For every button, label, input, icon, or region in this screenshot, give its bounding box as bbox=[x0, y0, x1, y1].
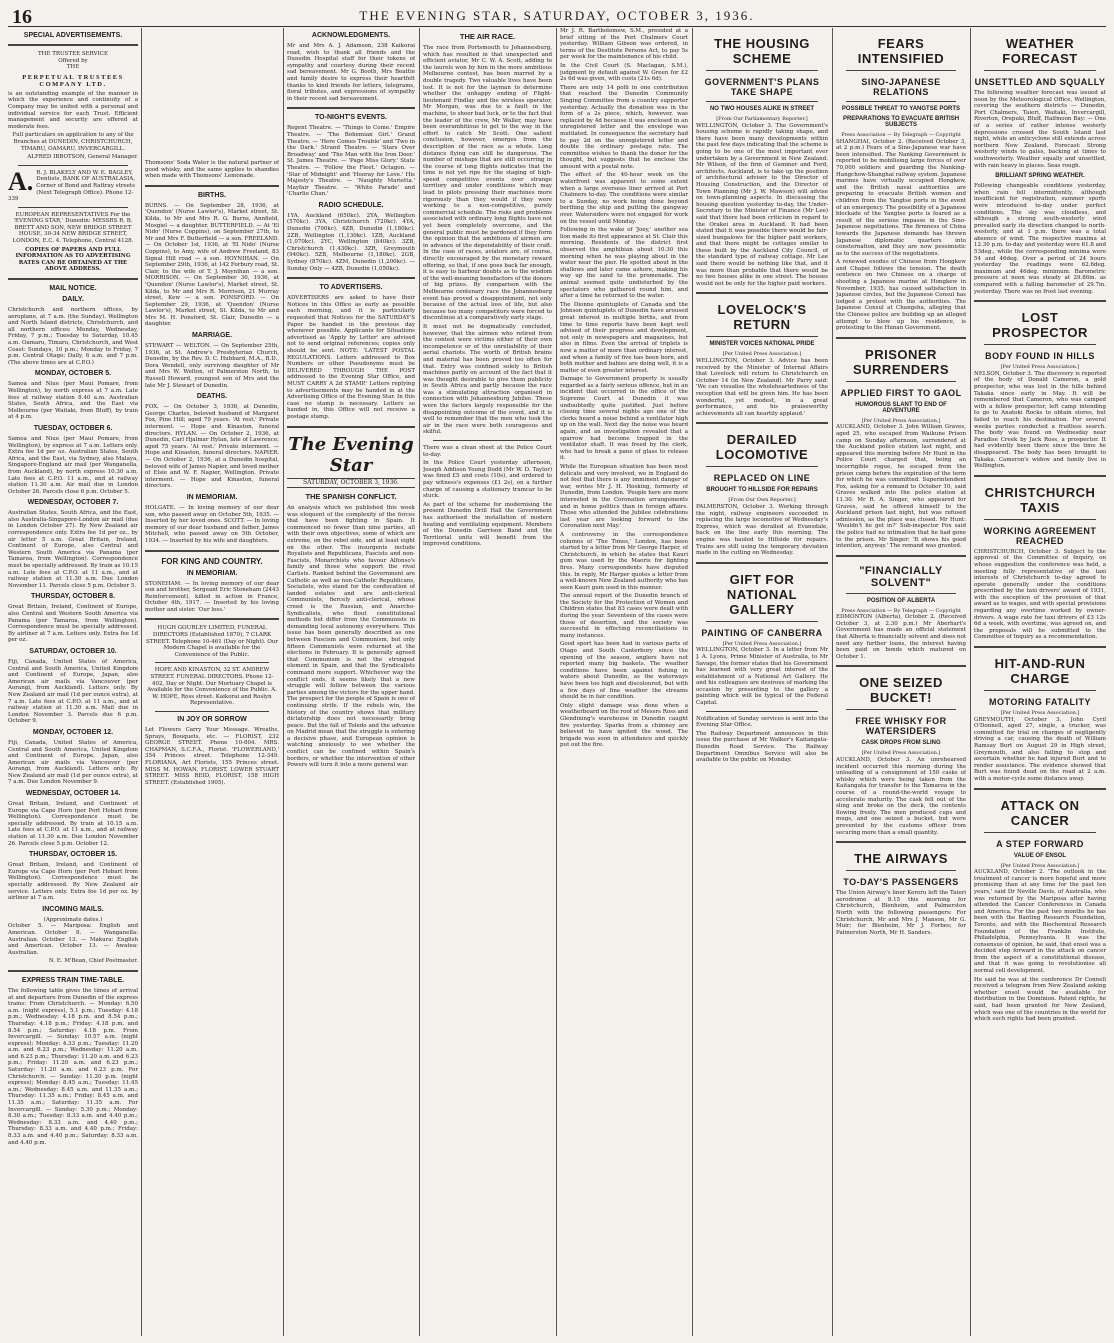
ad-line: THE TRUSTEE SERVICE bbox=[38, 51, 108, 57]
rule bbox=[706, 336, 818, 337]
dateline-source: [Per United Press Association.] bbox=[1000, 364, 1080, 371]
subheading: INCOMING MAILS. bbox=[42, 905, 104, 913]
trustee-company-name: PERPETUAL TRUSTEES COMPANY LTD. bbox=[22, 73, 124, 88]
rule bbox=[984, 519, 1096, 520]
ad-text: R. J. BLAKELY AND W. E. BAGLEY, Dentists, BANK OF AUSTRALASIA, Corner of Bond and Rattray streets (Next Telegraph Office). Phone 12-339 bbox=[8, 169, 136, 203]
ad-text: EUROPEAN REPRESENTATIVES For the 'EVENING STAR,' Dunedin: MESSRS R. B. BRETT AND SON, NEW BRIDGE STREET HOUSE, 30-34 NEW BRIDGE STREET, LONDON, E.C. 4. Telephone, Central 4128. bbox=[12, 211, 134, 245]
subheadline: VALUE OF ENSOL bbox=[1013, 852, 1067, 859]
rule bbox=[8, 970, 138, 972]
article-text: Following changeable conditions yesterday, when rain fell intermittently, although insufficient for registration, summer sports were introduced to-day under perfect conditions. The sky was cloudless, and although a strong south-westerly wind prevailed early its direction changed to north-westerly, and at 1 p.m. there was a total absence of wind. The respective maxima at 12.30 p.m. to-day and yesterday were 61.8 and 53deg., while the corresponding minima were 54 and 46deg. Over a period of 24 hours yesterday the readings were 62.6deg. maximum and 46deg. minimum. Barometric pressure at noon was steady at 29.86in. as compared with a falling barometer of 29.7in. yesterday. There was no frost last evening. bbox=[974, 183, 1106, 295]
dateline-source: [From Our Own Reporter.] bbox=[728, 497, 796, 504]
article-text: CHRISTCHURCH, October 3. Subject to the approval of the Committee of Inquiry, on whose suggestion the conference was held, a meeting fully representative of the taxi interests of Christchurch to-day agreed to operate generally under the conditions prescribed by the taxi drivers' award of 1931, with the exception of the provision of that award as to wages, and with special provisions regarding any overtime worked by owner-drivers. A wage rate for taxi drivers of £3 12s 6d a week, with overtime, was agreed on, and the proposals will be submitted to the Committee of Inquiry as a recommendation. bbox=[974, 548, 1106, 641]
ad-line: THE bbox=[66, 64, 80, 71]
editorial-text: The race from Portsmouth to Johannesburg, which has resulted in that unexpected and efficient aviator, Mr C. W. A. Scott, adding to the laurels won by him in the more ambitious Melbourne contest, has been marred by a double tragedy. Two valuable lives have been lost. It is not for the layman to determine whether the unhappy ending of Flight-lieutenant Findlay and the wireless operator, Mr Morgan, was due to a fault in the machine, to sheer bad luck, or to the fact that the leader of the crew, Mr Waller, may have been overambitious to get to the way in the effort to catch Mr Scott. One salient conclusion, however, emerges from the description of the race as a whole. Long distance flying can still be dangerous. The number of mishaps that are still occurring in the course of long flights indicates that the time is not yet ripe for the staging of high-speed competitive events over strange territory and under conditions which may lead to pilots pressing their machines more rigorously than they would if they were working to a non-competitive, purely commercial schedule. The risks and problems associated with ordinary long flights have not yet been completely overcome, and the general public must be pardoned if they form the opinion that the ambitions of airmen are in advance of the dependability of their craft. In the case of races, aviators are, of course, directly encouraged by the monetary reward offering, so that, if one goes back far enough, it is easy to harbour doubts as to the wisdom of the well-meaning benefactors of the donors of big prizes. By comparison with the Melbourne centenary race the Johannesburg event has proved a disappointment, not only because of the actual loss of life, but also because too many competitors were forced to discontinue at a comparatively early stage. bbox=[423, 45, 552, 322]
article-text: SHANGHAI, October 2. (Received October 3, at 2 p.m.) Fears of a Sino-Japanese war have been intensified. The Nanking Government is reported to be mobilising large forces of over 70,000 soldiers and guarding the Nanking-Hangchow-Shanghai railway system. Japanese marines have virtually occupied Hongkew, and the British naval authorities are preparing to evacuate British women and children from the Yangtse ports in the event of an emergency. The possibility of a Japanese blockade of the Yangtse ports is feared as a result of the serious impasse in the Sino-Japanese negotiations. The firmness of China towards the Japanese demands has thrown Japanese diplomatic quarters into consternation, and they are now pessimistic as to the success of the negotiations. bbox=[836, 138, 966, 257]
subheading: THURSDAY, OCTOBER 8. bbox=[30, 593, 116, 601]
subheadline: PREPARATIONS TO EVACUATE BRITISH SUBJECTS bbox=[842, 116, 960, 128]
headline: THE AIRWAYS bbox=[854, 851, 948, 867]
headline: LOST PROSPECTOR bbox=[992, 310, 1088, 341]
section-heading: MAIL NOTICE. bbox=[49, 285, 97, 293]
article-text: Australian States, South Africa, and the East, also Australia-Singapore-London air mail (due in London October 27). By New Zealand air correspondence only. Extra fee 1d per oz., by air letter 5 a.m. Great Britain, Ireland, Continent of Europe, also Central and Western South America via Panama (per Tamaroa, from Wellington). Correspondence must be specially addressed. By train as 10.15 a.m. Late fees at C.P.O. at 11 a.m., and at railway station at 11.30 a.m. Due London November 11. Parcels close 5 p.m. October 5. bbox=[8, 510, 138, 589]
rule bbox=[836, 665, 966, 667]
article-text: Samoa and Niue (per Maui Pomare, from Wellington), by express at 7 a.m. Letters only. Extra fee 1d per oz. Australian States, South Africa, and the East, via Sydney, also Malaya, Singapore-England air mail (per Wanganella, from Auckland), by north express 10.30 a.m. Late fees at C.P.O. 11 a.m., and at railway station 11.30 a.m. Air mail due in London October 26. Parcels close 6 p.m. October 5. bbox=[8, 435, 138, 495]
section-heading: FOR KING AND COUNTRY. bbox=[161, 556, 263, 566]
ad-text: Full particulars on application to any of the Branches at DUNEDIN, CHRISTCHURCH, TIMARU, OAMARU, INVERCARGILL. bbox=[12, 132, 134, 152]
rule bbox=[287, 426, 415, 428]
news-item: Mr J. R. Bartholomew, S.M., presided at a brief sitting of the Port Chalmers Court yesterday. William Gibson was ordered, in terms of the Destitute Persons Act, to pay 5s per week for the maintenance of his child. bbox=[560, 28, 688, 61]
news-item: Following in the wake of 'Joey,' another sea lion made its first appearance at St. Clair this morning. Residents of the district first observed the amphibian about 10.30 this morning when he was playing about in the water near the pier. He spotted about in the shallows and later came ashore, making his way up the sand to the promenade. The animal seemed quite undisturbed by the spectators who gathered round him, and after a time he returned to the water. bbox=[560, 227, 688, 300]
subheadline: MINISTER VOICES NATIONAL PRIDE bbox=[709, 341, 815, 348]
dentist-ad bbox=[8, 170, 138, 203]
subheadline: GOVERNMENT'S PLANS TAKE SHAPE bbox=[704, 77, 820, 97]
headline: WEATHER FORECAST bbox=[1002, 36, 1078, 66]
news-item: The effect of the 40-hour week on the waterfront was apparent to some extent when a large overseas liner arrived at Port Chalmers to-day. The conditions were similar to a Sunday, no work being done beyond berthing the ship and putting the gangway over. Watersiders were not engaged for work on the vessel until Monday. bbox=[560, 172, 688, 225]
ad-text: COPIES OF PAPERS AND FULL INFORMATION AS TO ADVERTISING RATES CAN BE OBTAINED AT THE ABOVE ADDRESS. bbox=[15, 246, 131, 273]
editorial-text: It must not be dogmatically concluded, however, that the airmen who retired from the contest were victims either of their own incompetence or of the unreliability of their aerial chariots. The worth of British brains and material has been proved too often for that. Entry was confined solely to British machines partly on account of the fact that it was thought desirable to give them publicity in South Africa and partly because the race was a stimulating attraction organised in connection with Johannesburg Jubilee. These were the factors largely responsible for the disappointing outcome of the event, and it is well to remember that the men who took the air in the race were both courageous and skilful. bbox=[423, 323, 552, 436]
subheadline: UNSETTLED AND SQUALLY bbox=[974, 77, 1106, 87]
article-text: Great Britain, Ireland, and Continent of Europe via Cape Horn (per Port Hobart from Wellington). Correspondence must be specially addressed. By New Zealand air service. Letters only. Extra fee 1d per oz. by airliner at 7 a.m. bbox=[8, 862, 138, 902]
article-text: Fiji, Canada, United States of America, Central and South America, United Kingdom and Continent of Europe, Japan, also American air mails via Vancouver (per Aorangi, from Auckland). Letters only. By New Zealand air mail (1d per ounce extra), at 7 a.m. Due London November 9. bbox=[8, 739, 138, 786]
section-heading: RADIO SCHEDULE. bbox=[318, 201, 384, 209]
rule bbox=[846, 70, 956, 71]
dateline-source: Press Association — By Telegraph — Copyright bbox=[841, 607, 961, 614]
article-text: PALMERSTON, October 3. Working through the night, railway engineers succeeded in replacing the large locomotive of Wednesday's Express, which was derailed at Evansdale, back on the line early this morning. The engine was hauled to Hillside for repairs. Trains are still using the temporary deviation made in the cutting on Wednesday. bbox=[696, 503, 828, 557]
subheading: IN MEMORIAM. bbox=[186, 569, 238, 577]
subheadline: TO-DAY'S PASSENGERS bbox=[843, 877, 959, 888]
subheadline: BRILLIANT SPRING WEATHER. bbox=[995, 173, 1085, 180]
article-text: AUCKLAND, October 3. John William Graves, aged 25, who escaped from Waikune Prison camp on Sunday afternoon, surrendered at the Auckland police station last night, and appeared this morning before Mr Hunt in the Police Court charged that, being an incorrigible rogue, he escaped from the prison camp before the expiration of the term for which he was committed. Superintendent Fox, asking for a remand to October 10, said Graves walked into the police station at 11.30. Mr R. A. Singer, who appeared for Graves, said he offered himself to the Auckland prison last night, but was refused admission, as the place was closed. Mr Hunt: 'Wouldn't he get in?' Sub-inspector Fox said the police had no intimation that he had gone to the prison. Mr Singer: 'It shows his good intention, anyway.' The remand was granted. bbox=[836, 424, 966, 550]
rule bbox=[984, 344, 1096, 345]
subheading: MONDAY, OCTOBER 12. bbox=[32, 728, 114, 736]
article-text: The following table gives the times of arrival at and departure from Dunedin of the express trains: From Christchurch. — Monday: 6.50 a.m. (night express), 5.1 p.m.; Tuesday: 4.18 p.m.; Wednesday: 4.18 p.m. and 8.54 p.m.; Thursday: 4.18 p.m.; Friday: 4.18 p.m. and 8.54 p.m.; Saturday: 4.18 p.m. From Invercargill. — Sunday: 10.57 a.m. (night express); Monday: 4.33 p.m.; Tuesday: 11.20 a.m. and 6.23 p.m.; Wednesday: 11.20 a.m. and 6.23 p.m.; Thursday: 11.20 a.m. and 6.23 p.m.; Friday: 11.20 a.m. and 6.23 p.m.; Saturday: 11.20 a.m. and 6.23 p.m. For Christchurch. — Sunday: 11.20 p.m. (night express); Monday: 8.45 a.m.; Tuesday: 11.45 a.m.; Wednesday: 8.45 a.m. and 11.35 a.m.; Thursday: 11.35 a.m.; Friday: 8.45 a.m. and 11.35 a.m.; Saturday: 11.35 a.m. For Invercargill. — Sunday: 5.30 p.m.; Monday: 8.30 a.m.; Tuesday: 8.33 a.m. and 4.40 p.m.; Wednesday: 8.33 a.m. and 4.40 p.m.; Thursday: 8.33 a.m. and 4.40 p.m.; Friday: 8.33 a.m. and 4.40 p.m.; Saturday: 8.33 a.m. and 4.40 p.m. bbox=[8, 987, 138, 1146]
section-heading: MARRIAGE. bbox=[191, 332, 233, 340]
section-heading: TO-NIGHT'S EVENTS. bbox=[315, 114, 387, 122]
subheading: SATURDAY, OCTOBER 10. bbox=[29, 647, 117, 655]
rule bbox=[846, 101, 956, 102]
rule bbox=[706, 101, 818, 102]
news-item: Damage to Government property is usually regarded as a fairly serious offence, but in an incident that occurred in the office of the Supreme Court at Dunedin it was undoubtedly quite justified. Just before closing time several nights ago one of the clerks heard a noise behind a ventilator high up on the wall. Next day the noise was heard again, and an investigation revealed that a sparrow had become trapped in the ventilator shaft. It was freed by the clerk, who had to break a pane of glass to release it. bbox=[560, 376, 688, 462]
headline: CHRISTCHURCH TAXIS bbox=[984, 484, 1096, 515]
column-4 bbox=[423, 28, 552, 1338]
subheadline: CASK DROPS FROM SLING bbox=[861, 740, 941, 747]
subheading: TUESDAY, OCTOBER 6. bbox=[33, 424, 113, 432]
column-5 bbox=[560, 28, 688, 1338]
rule bbox=[846, 381, 956, 382]
rule bbox=[984, 70, 1096, 71]
subheading: WEDNESDAY, OCTOBER 14. bbox=[25, 790, 121, 798]
headline: ONE SEIZED BUCKET! bbox=[859, 675, 943, 706]
column-7 bbox=[836, 28, 966, 1338]
rule bbox=[706, 711, 818, 712]
subheadline: MOTORING FATALITY bbox=[989, 697, 1091, 708]
rule bbox=[18, 165, 128, 166]
florist-ad: Let Flowers Carry Your Message. Wreaths, Sprays, Bouquets, etc. — FLORIST, 232 GEORGE STREET. Phone 10-804. MRS. CHAPMAN, S.C.F.A., Florist. 'FLOWERLAND,' 354 Princes street. Telephone 12-349. FLORIANA, Art Florists, 155 Princes street. MISS M. HOWAN, FLORIST, LOWER STUART STREET. MISS REID, FLORIST, 158 HIGH STREET. (Established 1905). bbox=[145, 727, 279, 786]
rule bbox=[974, 300, 1106, 302]
section-heading: BIRTHS. bbox=[198, 191, 226, 199]
column-3 bbox=[287, 28, 415, 1338]
ad-blank-area bbox=[145, 28, 279, 160]
rule bbox=[846, 870, 956, 871]
article-text: EDMONTON (Alberta), October 2. (Received October 3, at 2.30 p.m.) Mr Aberhart's Government has made an official statement that Alberta is financially solvent and does not need any further loans, the interest having been paid on bonds which matured on October 1. bbox=[836, 614, 966, 660]
editorial-text: An analysis which we published this week was eloquent of the complexity of the forces that have been fighting in Spain. It commenced no fewer than nine parties, all with their own objectives, some of which are extreme, on the rebel side, and at least eight on the other. The insurgents include Royalists and Republicans, Fascists and non-Fascists, Monarchists who favour Alfonso's family and those who support the rival Carlists. Ranked behind the Government are Catholic as well as non-Catholic Republicans, Socialists, who stand for the confiscation of landed estates and are anti-clerical Communists, fiercely anti-clerical, whose creed is the Russian, and Anarcho-Syndicalists, who flout constitutional methods but differ from the Communists in demanding local autonomy everywhere. This issue has been generally described as one between Fascism and Communism, but only fifteen Communists were returned at the elections in February. It is generally agreed that Communism is not the strongest element in Spain, and that the Syndicalists command more support. Whichever way the conflict ends, it seems likely that a new struggle will follow between the various parties among the victors for the upper hand. The prospect for the people of Spain is one of continuing strife. If the rebels win, the history of the country shows that military dictatorship does not necessarily bring peace. But the fall of Toledo and the advance on Madrid mean that the struggle is entering a decisive phase, and European opinion is watching anxiously to see whether the conflict can be confined within Spain's borders, or whether the intervention of other Powers will turn it into a more general war. bbox=[287, 505, 415, 769]
column-divider bbox=[556, 28, 557, 1336]
subheadline: POSITION OF ALBERTA bbox=[866, 597, 936, 604]
section-heading: IN MEMORIAM. bbox=[186, 493, 238, 501]
headline: LOVELOCK'S RETURN bbox=[717, 302, 807, 333]
column-divider bbox=[692, 28, 693, 1336]
newspaper-nameplate: The Evening Star bbox=[288, 433, 414, 476]
rule bbox=[984, 832, 1096, 833]
column-2 bbox=[145, 28, 279, 1338]
ad-line: Offered by bbox=[58, 57, 88, 64]
subheadline: PAINTING OF CANBERRA bbox=[701, 627, 823, 638]
news-item: Notification of Sunday services is sent into the Evening Star Office. bbox=[696, 715, 828, 729]
subheadline: HUMOROUS SLANT TO END OF ADVENTURE bbox=[855, 401, 947, 414]
section-heading: ACKNOWLEDGMENTS. bbox=[311, 32, 391, 39]
column-divider bbox=[832, 28, 833, 1336]
dateline-source: [Per United Press Association.] bbox=[1000, 710, 1080, 717]
rule bbox=[8, 44, 138, 46]
subheadline: POSSIBLE THREAT TO YANGTSE PORTS bbox=[841, 106, 961, 112]
news-item: The Dionne quintuplets of Canada and the Johnson quintuplets of Dunedin have aroused great interest in multiple births, and from time to time reports have been kept well advised of their progress and development, not only in newspapers and magazines, but also in films. Even the arrival of triplets is now a matter of more than ordinary interest, and when a family of five has been born, and both mother and babies are doing well, it is a matter of even greater interest. bbox=[560, 301, 688, 374]
section-heading: EXPRESS TRAIN TIME-TABLE. bbox=[21, 976, 125, 984]
subheadline: SINO-JAPANESE RELATIONS bbox=[861, 77, 941, 97]
rule bbox=[984, 690, 1096, 691]
article-text: He said he was at the conference Dr Connell received a telegram from New Zealand asking whether ensol would be available for distribution in the Dominion. Patent rights, he said, had been granted for New Zealand, which was one of the countries in the world for which such rights had been granted. bbox=[974, 976, 1106, 1023]
column-divider bbox=[970, 28, 971, 1336]
rule bbox=[706, 70, 818, 71]
article-text: The Union Airway's liner Kereru left the Taieri aerodrome at 8.15 this morning for Christchurch, Blenheim, and Palmerston North with the following passengers: For Christchurch, Mr and Mrs J. Manson, Mr G. Muir; for Blenheim, Mr J. Forbes; for Palmerston North, Mr H. Sanders. bbox=[836, 890, 966, 936]
subheadline: WORKING AGREEMENT REACHED bbox=[983, 525, 1097, 546]
article-text: Christchurch and northern offices, by aeroplane, at 7 a.m. (the Sunday). Wellington and North Island districts, Christchurch, and all northern offices: Monday, Wednesday, Friday, 7 p.m.; Tuesday to Saturday, 10.45 a.m. Oamaru, Timaru, Christchurch, and West Coast: Sundays, 10 p.m.; Monday to Friday, 7 p.m. Central Otago: Daily, 6 a.m. and 7 p.m. (The above times are at C.P.O.) bbox=[8, 307, 138, 366]
notice-text: STONEHAM. — In loving memory of our dear son and brother, Sergeant Eric Stoneham (2443 Reinforcement), killed in action in France, October 4th, 1917. — Inserted by his loving mother and sister. 'Our loss.' bbox=[145, 580, 279, 613]
rule bbox=[8, 278, 138, 280]
rule bbox=[974, 788, 1106, 790]
signature: N. E. M'Bean, Chief Postmaster. bbox=[48, 958, 138, 965]
news-item: Only slight damage was done when a weatherboard on the roof of Messrs Ross and Glendining's warehouse in Dunedin caught fire yesterday. Sparks from a chimney are believed to have ignited the wood. The brigade was soon in attendance and quickly put out the fire. bbox=[560, 702, 688, 749]
editorial-heading: THE AIR RACE. bbox=[459, 32, 516, 41]
dateline-source: [Per United Press Association.] bbox=[861, 750, 941, 757]
article-text: Great Britain, Ireland, and Continent of Europe via Cape Horn (per Port Hobart from Wellington). Correspondence must be specially addressed. By train at 10.15 a.m. Late fees at C.P.O. at 11 a.m., and at railway station at 11.30 a.m. Due London November 26. Parcels close 5 p.m. October 12. bbox=[8, 801, 138, 847]
header-rule bbox=[8, 26, 1106, 27]
headline: HIT-AND-RUN CHARGE bbox=[994, 656, 1086, 687]
dateline-source: [Per United Press Association.] bbox=[861, 417, 941, 424]
dateline-source: [From Our Parliamentary Reporter.] bbox=[716, 116, 808, 122]
masthead: THE EVENING STAR, SATURDAY, OCTOBER 3, 1936. bbox=[359, 8, 755, 23]
rule bbox=[287, 107, 415, 109]
rule bbox=[836, 337, 966, 339]
headline: FEARS INTENSIFIED bbox=[857, 36, 945, 66]
column-1 bbox=[8, 28, 138, 1338]
rule bbox=[18, 207, 128, 208]
subheadline: REPLACED ON LINE bbox=[713, 473, 811, 484]
page-number: 16 bbox=[12, 6, 32, 28]
subheading: DAILY. bbox=[62, 296, 84, 304]
news-item: As part of the scheme for modernising the present Dunedin Drill Hall the Government has authorised the installation of modern heating and ventilating equipment. Members of the Dunedin Garrison Band and the Territorial units will benefit from the improved conditions. bbox=[423, 501, 552, 548]
news-item: In the Civil Court (S. Maclagan, S.M.), judgment by default against W. Green for £2 2s 6d was given, with costs (21s 6d). bbox=[560, 62, 688, 83]
headline: ATTACK ON CANCER bbox=[1000, 797, 1080, 828]
column-divider bbox=[141, 28, 142, 1336]
article-text: Fiji, Canada, United States of America, Central and South America, United Kingdom and Continent of Europe, Japan, also American air mails via Vancouver (per Aorangi, from Auckland). Letters only. By New Zealand air mail (1d per ounce extra), at 7 a.m. Late fees at C.P.O. at 11 a.m., and at railway station at 11.30 a.m. Mail due in London November 3. Parcels due 6 p.m. October 9. bbox=[8, 658, 138, 725]
rule bbox=[706, 621, 818, 622]
subheading: THURSDAY, OCTOBER 15. bbox=[29, 851, 117, 859]
section-heading: TO ADVERTISERS. bbox=[319, 284, 383, 292]
column-6 bbox=[696, 28, 828, 1338]
news-item: Good sport has been had in various parts of Otago and South Canterbury since the opening of the season, anglers have not reported many big baskets. The weather conditions have been against fishing in waters about Dunedin, as the waterways have been too high and discoloured, but with a few days of fine weather the streams should be in fair condition. bbox=[560, 641, 688, 701]
subheadline: A STEP FORWARD bbox=[996, 838, 1084, 849]
subheading-note: (Approximate dates.) bbox=[43, 916, 103, 923]
article-text: WELLINGTON, October 3. The Government's housing scheme is rapidly taking shape, and there have been many developments within the past few days indicating that the scheme is going to be one of the most important ever undertaken by a Government in New Zealand. Mr Wilson, of the firm of Gummer and Ford, architects, Auckland, is to take up the position of architectural adviser to the Director of Housing Construction, and the Director of Town Planning (Mr J. W. Mawson) will advise on town-planning aspects. In discussing the housing question yesterday to-day, the Under-Secretary to the Minister of Finance (Mr Lee) said that there had been criticism in regard to the Orakei area in Auckland. It had been stated that it was possible there would be fair-sized bungalows for the higher paid workers, and that there might be cottages similar to these built by the Auckland City Council, of the standard type of railway cottage. Mr Lee said there would be nothing like that, and it was more than probable that there would be no two houses alike in one street. The houses would not be only for the higher paid workers. bbox=[696, 122, 828, 287]
subheadline: APPLIED FIRST TO GAOL bbox=[840, 387, 962, 398]
notice-text: Mr and Mrs A. J. Adamson, 238 Kaikorai road, wish to thank all friends and the Dunedin Hospital staff for their tokens of sympathy and courtesy during their recent sad bereavement. Mr G. Booth, Mrs Beattie and family desire to express their heartfelt thanks to kind friends for letters, telegrams, floral tributes, and expressions of sympathy in their recent sad bereavement. bbox=[287, 43, 415, 102]
news-item: The Railway Department announces in this issue the purchase of Mr Walker's Kaitangata-Dunedin Road Service. The Railway Department Omnibus Service will also be available to the public on Monday. bbox=[696, 730, 828, 764]
column-divider bbox=[419, 28, 420, 1336]
rule bbox=[155, 711, 269, 712]
dateline-source: [Per United Press Association.] bbox=[722, 640, 802, 647]
funeral-ad: HOPE AND KINASTON, 32 ST. ANDREW STREET. FUNERAL DIRECTORS. Phone 12-402, Day or Night. Our Mortuary Chapel is Available for the Convenience of the Public. A. W. HOPE, Ross street. Kaikorai and Roslyn Representative. bbox=[147, 667, 277, 707]
news-item: In the Police Court yesterday afternoon, Joseph Addison Young Dodd (Mr W. D. Taylor) was fined £5 and costs (10s), and ordered to pay witness's expenses (£1 2s), on a further charge of causing a stationary tramcar to be stuck. bbox=[423, 460, 552, 500]
rule bbox=[696, 422, 828, 424]
rule bbox=[145, 618, 279, 620]
notice-text: HOLGATE. — In loving memory of our dear son, who passed away on October 5th, 1935. — Inserted by her loved ones. SCOTT. — In loving memory of our dear husband and father, James Mitchell, who passed away on 5th October, 1934. — Inserted by his wife and daughters. bbox=[145, 504, 279, 544]
article-text: Great Britain, Ireland, Continent of Europe, also Central and Western South America via Panama (per Tamaroa, from Wellington). Correspondence must be specially addressed. By airliner at 7 a.m. Letters only. Extra fee 1d per oz. bbox=[8, 604, 138, 644]
headline: DERAILED LOCOMOTIVE bbox=[715, 432, 809, 463]
column-8 bbox=[974, 28, 1106, 1338]
rule bbox=[974, 646, 1106, 648]
article-text: The following weather forecast was issued at noon by the Meteorological Office, Wellington, covering the southern districts — Dunedin, Port Chalmers, Taieri, Waitaki, Invercargill, Riverton, Orepuki, Bluff, Halfmoon Bay: — One of a series of rather intense westerly depressions crossed the South Island last night, while an anticyclone still extends across northern New Zealand. Forecast: Strong westerly winds to gales, backing at times to southwesterly. Weather squally and unsettled, with rain heavy in places. Seas rough. bbox=[974, 90, 1106, 169]
subheading: WEDNESDAY, OCTOBER 7. bbox=[27, 499, 119, 507]
rule bbox=[696, 292, 828, 294]
headline: GIFT FOR NATIONAL GALLERY bbox=[726, 571, 798, 617]
news-item: There are only 14 polli in one contribution that reached the Dunedin Community Singing Committee from a country supporter yesterday. Actually the donation was in the form of a 2s piece, which, however, was replaced by 4d because it was enclosed in an unregistered letter and the envelope was mutilated. In consequence the secretary had to pay 2d on the unregistered letter and double the ordinary postage rate. The committee wishes to thank the donor for the thought, but suggests that he enclose the amount with a postal note. bbox=[560, 84, 688, 170]
rule bbox=[145, 185, 279, 187]
dateline-source: Press Association — By Telegraph — Copyright bbox=[841, 132, 961, 138]
page-header bbox=[0, 0, 1114, 26]
section-heading: SPECIAL ADVERTISEMENTS. bbox=[23, 32, 123, 39]
headline: PRISONER SURRENDERS bbox=[852, 346, 949, 377]
notice-text: STEWART — WELTON. — On September 25th, 1936, at St. Andrew's Presbyterian Church, Dunedin, by the Rev. D. C. Hubbard, M.A., B.D., Dora Wendell, only surviving daughter of Mr and Mrs W. Welton, of Palmerston North, to Russell Howard, youngest son of Mrs and the late Mr J. Stewart of Dunedin. bbox=[145, 343, 279, 389]
news-item: While the European situation has been most delicate and very involved, we in England do not feel that there is any imminent danger of war, writes Mr J. H. Hosking, formerly of Dunedin, from London. 'People here are more interested in the Coronation arrangements and in home politics than in foreign affairs. Those who attended the Jubilee celebrations last year are looking forward to the Coronation next May.' bbox=[560, 464, 688, 530]
subheading: IN JOY OR SORROW bbox=[177, 716, 247, 723]
drop-cap: A. bbox=[8, 169, 34, 196]
rule bbox=[974, 475, 1106, 477]
rule bbox=[706, 466, 818, 467]
rule bbox=[287, 277, 415, 279]
radio-list: 1YA, Auckland (650kc). 2YA, Wellington (570kc). 3YA, Christchurch (720kc). 4YA, Dunedin (790kc). 4ZB, Dunedin (1,180kc). 2ZB, Wellington (1,130kc). 1ZB, Auckland (1,070kc). 2YC, Wellington (840kc). 3ZB, Christchurch (1,430kc). 3ZR, Greymouth (940kc). 5ZB, Melbourne (1,180kc). 2GB, Sydney (870kc). 4ZM, Dunedin (1,200kc). — Sunday Only — 4ZB, Dunedin (1,050kc). bbox=[287, 212, 415, 272]
article-text: NELSON, October 3. The discovery is reported of the body of Donald Cameron, a gold prospector, who was lost in the hills behind Takaka since early in May. It will be remembered that Cameron, who was camped with a fellow prospector, left camp intending to go to Anatoki Rocks to obtain stores, but failed to reach his destination. For several weeks parties conducted a fruitless search. The body was found on Wednesday near Paradise Creek by Jack Ross, a prospector. It had evidently been there since the time he disappeared. The body has been brought to Takaka. Cameron's widow and family live in Wellington. bbox=[974, 370, 1106, 470]
subheadline: NO TWO HOUSES ALIKE IN STREET bbox=[709, 106, 815, 112]
column-divider bbox=[283, 28, 284, 1336]
headline: THE HOUSING SCHEME bbox=[714, 36, 810, 66]
rule bbox=[696, 562, 828, 564]
article-text: Samoa and Niue (per Maui Pomare, from Wellington), by north express at 7 a.m. Late fees at railway station 8.40 a.m. Australian States, South Africa, and the East via Melbourne (per Waitaki, from Bluff), by train at 4 p.m. bbox=[8, 381, 138, 421]
news-item: There was a clean sheet at the Police Court to-day. bbox=[423, 445, 552, 458]
article-text: A renewed exodus of Chinese from Hongkew and Chapei follows the tension. The death sentence on two Chinese on a charge of shooting a Japanese marine at Hongkew in November, 1935, has caused satisfaction in Japanese circles, but the Japanese Consul has lodged a protest with the authorities. The Japanese Consul at Changsha, alleging that the Chinese police are building up an alleged attempt to blow up his residence, is protesting to the Hunan Government. bbox=[836, 259, 966, 332]
subheading: MONDAY, OCTOBER 5. bbox=[34, 370, 112, 378]
ad-signature: ALFRED IBBOTSON, General Manager. bbox=[27, 154, 138, 161]
ad-text: is an outstanding example of the manner in which the experience and continuity of a Company may be united with a personal and individual service for each Trust. Efficient management and security are offered at moderate fees. bbox=[8, 90, 138, 130]
section-heading: DEATHS. bbox=[196, 393, 228, 401]
ad-text: Thomsons' Soda Water is the natural partner of good whisky, and the same applies to shandies when made with Thomsons' Lemonade. bbox=[145, 160, 279, 180]
subheadline: BROUGHT TO HILLSIDE FOR REPAIRS bbox=[706, 487, 818, 494]
rule bbox=[155, 662, 269, 663]
notice-text: ADVERTISERS are asked to have their Notices in this Office as early as possible each morning, and it is particularly requested that Notices for the SATURDAY'S Paper be handed in the previous day whenever possible. Applicants for Situations advertised as 'Apply by Letter' are advised not to send original references; copies only should be sent. NOTE: 'LATEST POSTAL REGULATIONS. Letters addressed to Box Numbers or other Pseudonyms must be DELIVERED THROUGH THE POST addressed to the Evening Star Office, and MUST CARRY A 2d STAMP.' Letters replying to advertisements may be handed in at the Advertising Office of the Evening Star. In this case no stamp is necessary. Letters so handed in, this Office will not receive a postage stamp. bbox=[287, 295, 415, 420]
editorial-date: SATURDAY, OCTOBER 3, 1936. bbox=[287, 478, 415, 489]
events-list: Regent Theatre. — 'Things to Come.' Empire Theatre. — 'The Bohemian Girl.' Grand Theatre. — 'Here Comes Trouble' and 'Two in the Dark.' Strand Theatre. — 'Stars Over Broadway' and 'The Man with the Iron Door.' St. James Theatre. — 'Page Miss Glory.' State Theatre. — 'Follow the Fleet.' Octagon. — 'Star of Midnight' and 'Hooray for Love.' His Majesty's Theatre. — 'Naughty Marietta.' Mayfair Theatre. — 'White Parade' and 'Charlie Chan.' bbox=[287, 125, 415, 198]
rule bbox=[433, 440, 542, 441]
subheadline: FREE WHISKY FOR WATERSIDERS bbox=[855, 716, 947, 737]
article-text: AUCKLAND, October 3. An unrehearsed incident occurred this morning during the unloading of a consignment of 150 casks of whisky which were being taken from the Kaitangata for transfer to the Tamaroa in the course of a round-the-world voyage to accelerate maturity. The cask fell out of the sling and broke on the deck, the contents flowing freely. The men produced cups and mugs, and one seized a bucket, but were prevented by the customs officer from securing more than a small quantity. bbox=[836, 757, 966, 836]
notice-text: BURNS. — On September 28, 1936, at 'Quendon' (Nurse Lawlor's), Market street, St. Kilda, to Mr and Mrs R. G. Burns, Annfield, Mosgiel — a daughter. BUTTERFIELD. — At 'El Nido' (Nurse Coppins), on September 27th, to Mr and Mrs F. Butterfield — a son. FREELAND. — On October 1st, 1936, at 'El Nido' (Nurse Coppins), to Amy, wife of Andrew Freeland, 83 Signal Hill road — a son. HOYNIHAN. — On September 29th, 1936, at 142 Forbury road, St. Clair, to the wife of T. J. Moynihan — a son. MORRISON. — On September 30, 1936, at 'Quendon' (Nurse Lawlor's), Market street, St. Kilda, to Mr and Mrs R. Morrison, 21 Murray street, Kew — a son. PONSFORD. — On September 29, 1936, at 'Quendon' (Nurse Lawlor's), Market street, St. Kilda, to Mr and Mrs M. H. Ponsford, St. Clair, Dunedin — a daughter. bbox=[145, 202, 279, 328]
news-item: The annual report of the Dunedin branch of the Society for the Protection of Women and Children states that 83 cases were dealt with during the year. Seventeen of the cases were those of desertion, and the society was successful in effecting reconciliations in many instances. bbox=[560, 593, 688, 639]
article-text: WELLINGTON, October 3. Advice has been received by the Minister of Internal Affairs that Lovelock will return to Christchurch on October 14 (in New Zealand). Mr Parry said: 'We can visualise the wholeheartedness of the reception that will be given him. He has been wonderful, yet modest, in a great performance, and his praiseworthy achievements all can heartily applaud.' bbox=[696, 358, 828, 417]
rule bbox=[836, 555, 966, 557]
rule bbox=[836, 841, 966, 843]
dateline-source: [Per United Press Association.] bbox=[1000, 862, 1080, 869]
article-text: GREYMOUTH, October 3. John Cyril O'Donnell, aged 27, single, a trucker, was committed for trial on charges of negligently driving a car, causing the death of William Ramsay Burt on August 29 in High street, Greymouth, and also failing to stop and ascertain whether he had injured Burt and to render assistance. The evidence showed that Burt was found dead on the road at 2 a.m. with a motor-cycle some distance away. bbox=[974, 716, 1106, 782]
rule bbox=[145, 550, 279, 552]
notice-text: FOX. — On October 3, 1936, at Dunedin, George Charles, beloved husband of Margaret Fox, Pine Hill; aged 79 years. 'At rest.' Private interment. — Hope and Kinaston, funeral directors. HYLAN. — On October 2, 1936, at Dunedin, Carl Hjalmar Hylan, late of Lawrence; aged 75 years. 'At rest.' Private interment. — Hope and Kinaston, funeral directors. NAPIER. — On October 2, 1936, at a Dunedin hospital, beloved wife of James Napier, and loved mother of Elsie and W. F. Napier, Wellington. Private interment. — Hope and Kinaston, funeral directors. bbox=[145, 404, 279, 490]
article-text: AUCKLAND, October 2. 'The outlook in the treatment of cancer is more hopeful and more promising than at any time for the past ten years,' said Dr Neville Davis, of Australia, who was returned by the Mariposa after having attended the Cancer Conferences in Canada and America. For the past two months he has been with the Banting Research Foundation, Toronto, and with the Biochemical Research Foundation of the Franklin Institute, Philadelphia, Pennsylvania. It was the consensus of opinion, he said, that ensol was a decided step forward in the attack on cancer from the aspect of a constitutional disease, and that it was going to revolutionise all normal cell development. bbox=[974, 869, 1106, 975]
rule bbox=[846, 709, 956, 710]
subheadline: BODY FOUND IN HILLS bbox=[985, 351, 1095, 362]
funeral-ad: HUGH GOURLEY LIMITED, FUNERAL DIRECTORS (Established 1870), 7 CLARK STREET. Telephone 10-461 (Day or Night). Our Modern Chapel is available for the Convenience of the Public. bbox=[145, 625, 279, 658]
rule bbox=[846, 593, 956, 594]
article-text: WELLINGTON, October 3. In a letter from Mr J. A. Lyons, Prime Minister of Australia, to Mr Savage, the former states that his Government has learned with very great interest of the establishment of a National Art Gallery. He and his colleagues are desirous of marking the occasion by presenting to the gallery a painting which will be typical of the Federal Capital. bbox=[696, 647, 828, 707]
headline: "FINANCIALLY SOLVENT" bbox=[859, 564, 943, 589]
dateline-source: [Per United Press Association.] bbox=[722, 351, 802, 358]
editorial-heading: THE SPANISH CONFLICT. bbox=[305, 492, 397, 502]
news-item: A controversy in the correspondence columns of 'The Times,' London, has been started by a letter from Mr George Harper, of Christchurch, in which he states that Kauri gum was used by the Maoris for lighting fires. Many correspondents have disputed this. In reply, Mr Harper quotes a letter from a well-known New Zealand authority who has seen Kauri gum used in this manner. bbox=[560, 531, 688, 591]
article-text: October 5. — Mariposa: English and American. October 8. — Wanganella: Australian. October 13. — Makura: English and American. October 13. — Awatea: Australian. bbox=[8, 923, 138, 956]
